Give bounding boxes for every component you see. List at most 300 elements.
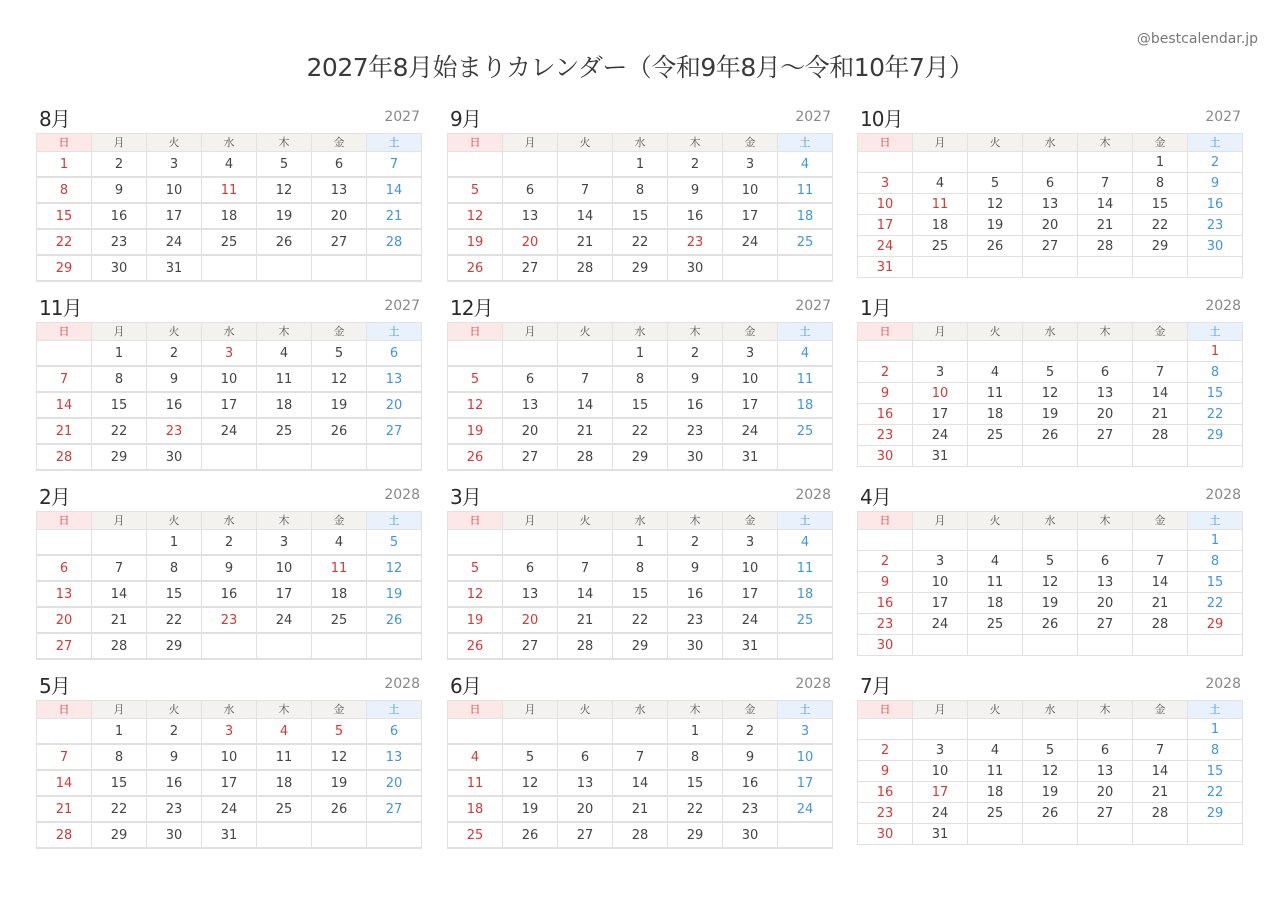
week-row [858,803,1243,824]
week-row [37,152,422,178]
day-cell: 17 [913,404,968,425]
day-cell: 9 [668,555,723,581]
week-row [448,177,833,203]
day-cell: 25 [257,418,312,444]
weekday-header: 火 [968,323,1023,341]
week-row [858,194,1243,215]
empty-cell [778,822,833,848]
weekday-header: 火 [558,323,613,341]
day-cell: 14 [1133,572,1188,593]
day-cell: 19 [1023,404,1078,425]
weekday-header: 日 [448,512,503,530]
empty-cell [448,530,503,556]
day-cell: 4 [968,362,1023,383]
day-cell: 1 [1188,341,1243,362]
day-cell: 21 [558,418,613,444]
empty-cell [1023,446,1078,467]
month-calendar [447,674,833,846]
day-cell: 5 [312,719,367,745]
day-cell: 22 [613,229,668,255]
day-cell: 4 [968,551,1023,572]
day-cell: 5 [367,530,422,556]
empty-cell [1078,446,1133,467]
day-cell: 20 [1078,593,1133,614]
empty-cell [202,255,257,281]
day-cell: 24 [913,614,968,635]
month-table [447,511,833,660]
day-cell: 29 [613,444,668,470]
week-row [858,236,1243,257]
day-cell: 14 [558,392,613,418]
day-cell: 10 [723,555,778,581]
day-cell: 19 [257,203,312,229]
day-cell: 18 [312,581,367,607]
day-cell: 28 [558,255,613,281]
weekday-header-row [37,701,422,719]
day-cell: 27 [503,633,558,659]
day-cell: 22 [668,796,723,822]
month-table [36,700,422,849]
day-cell: 31 [913,824,968,845]
month-table [447,133,833,282]
week-row [858,425,1243,446]
weekday-header: 金 [1133,134,1188,152]
day-cell: 3 [913,551,968,572]
empty-cell [1133,719,1188,740]
day-cell: 17 [202,770,257,796]
day-cell: 3 [723,341,778,367]
day-cell: 1 [1133,152,1188,173]
day-cell: 23 [668,229,723,255]
month-name: 7月 [860,674,891,698]
day-cell: 17 [723,392,778,418]
day-cell: 22 [1188,782,1243,803]
day-cell: 21 [1133,404,1188,425]
day-cell: 18 [968,593,1023,614]
empty-cell [778,255,833,281]
day-cell: 25 [778,229,833,255]
day-cell: 12 [968,194,1023,215]
weekday-header: 土 [778,701,833,719]
day-cell: 12 [367,555,422,581]
day-cell: 21 [37,796,92,822]
day-cell: 5 [448,177,503,203]
day-cell: 9 [668,177,723,203]
weekday-header: 金 [723,701,778,719]
day-cell: 9 [858,572,913,593]
day-cell: 16 [858,782,913,803]
empty-cell [1078,530,1133,551]
day-cell: 30 [668,255,723,281]
day-cell: 20 [503,607,558,633]
day-cell: 9 [668,366,723,392]
day-cell: 18 [778,203,833,229]
day-cell: 24 [257,607,312,633]
weekday-header-row [448,701,833,719]
weekday-header: 土 [1188,512,1243,530]
day-cell: 15 [668,770,723,796]
day-cell: 14 [613,770,668,796]
day-cell: 24 [202,418,257,444]
weekday-header: 火 [558,512,613,530]
weekday-header: 月 [913,701,968,719]
month-name: 4月 [860,485,891,509]
day-cell: 18 [968,404,1023,425]
empty-cell [858,719,913,740]
day-cell: 23 [1188,215,1243,236]
weekday-header: 水 [202,701,257,719]
day-cell: 27 [37,633,92,659]
day-cell: 27 [1078,614,1133,635]
empty-cell [1078,152,1133,173]
month-calendar [857,296,1243,468]
day-cell: 14 [1133,761,1188,782]
weekday-header: 土 [367,323,422,341]
day-cell: 5 [312,341,367,367]
day-cell: 18 [202,203,257,229]
weekday-header: 月 [92,323,147,341]
empty-cell [312,633,367,659]
week-row [37,822,422,848]
weekday-header: 日 [448,701,503,719]
empty-cell [1078,341,1133,362]
day-cell: 2 [858,362,913,383]
day-cell: 14 [37,770,92,796]
empty-cell [968,719,1023,740]
month-year: 2027 [1205,109,1241,125]
empty-cell [1023,152,1078,173]
week-row [448,366,833,392]
day-cell: 27 [1078,425,1133,446]
day-cell: 1 [613,341,668,367]
day-cell: 11 [778,177,833,203]
day-cell: 7 [1078,173,1133,194]
day-cell: 6 [503,366,558,392]
day-cell: 29 [1188,614,1243,635]
day-cell: 21 [1133,593,1188,614]
day-cell: 1 [613,530,668,556]
day-cell: 1 [37,152,92,178]
month-table [36,322,422,471]
month-table [447,322,833,471]
empty-cell [1133,257,1188,278]
day-cell: 10 [858,194,913,215]
day-cell: 18 [968,782,1023,803]
day-cell: 2 [147,341,202,367]
week-row [858,740,1243,761]
month-header [857,674,1243,700]
day-cell: 30 [723,822,778,848]
day-cell: 4 [448,744,503,770]
empty-cell [448,719,503,745]
month-table [36,133,422,282]
day-cell: 9 [723,744,778,770]
empty-cell [1133,530,1188,551]
week-row [448,203,833,229]
day-cell: 29 [1188,425,1243,446]
day-cell: 24 [723,607,778,633]
day-cell: 19 [448,229,503,255]
weekday-header: 土 [1188,134,1243,152]
week-row [37,392,422,418]
week-row [448,229,833,255]
empty-cell [503,719,558,745]
weekday-header: 水 [613,512,668,530]
weekday-header: 土 [1188,701,1243,719]
empty-cell [858,341,913,362]
day-cell: 14 [92,581,147,607]
weekday-header: 月 [503,701,558,719]
day-cell: 17 [147,203,202,229]
day-cell: 9 [858,761,913,782]
day-cell: 11 [257,744,312,770]
day-cell: 7 [92,555,147,581]
weekday-header: 火 [968,701,1023,719]
day-cell: 4 [312,530,367,556]
month-name: 1月 [860,296,891,320]
day-cell: 10 [778,744,833,770]
weekday-header: 木 [668,323,723,341]
weekday-header: 水 [1023,701,1078,719]
month-name: 6月 [450,674,481,698]
day-cell: 13 [37,581,92,607]
day-cell: 12 [1023,383,1078,404]
day-cell: 30 [668,444,723,470]
day-cell: 15 [613,392,668,418]
day-cell: 13 [1078,761,1133,782]
day-cell: 27 [367,796,422,822]
day-cell: 16 [92,203,147,229]
day-cell: 22 [613,607,668,633]
weekday-header: 月 [913,323,968,341]
day-cell: 25 [257,796,312,822]
day-cell: 10 [147,177,202,203]
day-cell: 6 [312,152,367,178]
day-cell: 28 [367,229,422,255]
day-cell: 22 [92,418,147,444]
day-cell: 4 [913,173,968,194]
day-cell: 15 [1188,572,1243,593]
day-cell: 5 [448,366,503,392]
month-year: 2027 [795,109,831,125]
day-cell: 28 [558,633,613,659]
day-cell: 20 [367,392,422,418]
day-cell: 7 [37,366,92,392]
day-cell: 23 [147,418,202,444]
weekday-header: 日 [448,134,503,152]
day-cell: 27 [503,444,558,470]
empty-cell [367,444,422,470]
day-cell: 28 [37,444,92,470]
day-cell: 17 [913,782,968,803]
day-cell: 10 [202,744,257,770]
weekday-header-row [37,512,422,530]
week-row [37,341,422,367]
day-cell: 5 [503,744,558,770]
day-cell: 17 [778,770,833,796]
week-row [858,383,1243,404]
day-cell: 16 [858,593,913,614]
day-cell: 18 [257,392,312,418]
day-cell: 26 [257,229,312,255]
weekday-header: 火 [147,701,202,719]
site-credit: @bestcalendar.jp [1136,31,1258,47]
day-cell: 6 [367,341,422,367]
day-cell: 13 [558,770,613,796]
day-cell: 11 [968,383,1023,404]
empty-cell [1023,824,1078,845]
day-cell: 6 [37,555,92,581]
day-cell: 18 [257,770,312,796]
day-cell: 17 [723,581,778,607]
day-cell: 3 [723,530,778,556]
day-cell: 13 [503,392,558,418]
month-year: 2027 [384,109,420,125]
weekday-header: 月 [503,323,558,341]
weekday-header: 火 [558,701,613,719]
month-name: 2月 [39,485,70,509]
week-row [858,341,1243,362]
day-cell: 29 [147,633,202,659]
day-cell: 1 [1188,530,1243,551]
day-cell: 6 [1078,362,1133,383]
week-row [37,719,422,745]
day-cell: 10 [913,383,968,404]
day-cell: 25 [968,614,1023,635]
week-row [37,633,422,659]
day-cell: 28 [37,822,92,848]
day-cell: 18 [778,581,833,607]
empty-cell [312,822,367,848]
day-cell: 2 [202,530,257,556]
empty-cell [257,444,312,470]
day-cell: 2 [1188,152,1243,173]
weekday-header: 日 [858,701,913,719]
weekday-header: 土 [778,512,833,530]
weekday-header: 月 [503,134,558,152]
week-row [448,341,833,367]
week-row [448,581,833,607]
weekday-header: 金 [312,134,367,152]
day-cell: 1 [92,719,147,745]
month-name: 12月 [450,296,493,320]
day-cell: 29 [613,633,668,659]
day-cell: 27 [1078,803,1133,824]
weekday-header: 木 [1078,134,1133,152]
month-header [36,485,422,511]
day-cell: 30 [92,255,147,281]
day-cell: 3 [202,341,257,367]
day-cell: 17 [257,581,312,607]
weekday-header: 土 [778,134,833,152]
empty-cell [312,444,367,470]
month-year: 2028 [795,487,831,503]
day-cell: 21 [367,203,422,229]
day-cell: 25 [778,607,833,633]
day-cell: 3 [257,530,312,556]
day-cell: 16 [668,203,723,229]
empty-cell [1188,257,1243,278]
month-name: 8月 [39,107,70,131]
day-cell: 4 [968,740,1023,761]
day-cell: 16 [668,581,723,607]
weekday-header: 火 [147,512,202,530]
weekday-header: 金 [1133,512,1188,530]
month-calendar [36,107,422,279]
day-cell: 7 [558,366,613,392]
month-table [447,700,833,849]
empty-cell [858,152,913,173]
weekday-header: 火 [147,134,202,152]
empty-cell [257,633,312,659]
day-cell: 23 [668,607,723,633]
day-cell: 30 [668,633,723,659]
empty-cell [558,719,613,745]
day-cell: 18 [913,215,968,236]
day-cell: 28 [92,633,147,659]
week-row [448,719,833,745]
day-cell: 27 [558,822,613,848]
day-cell: 13 [1078,572,1133,593]
weekday-header-row [858,701,1243,719]
empty-cell [968,530,1023,551]
weekday-header-row [858,134,1243,152]
day-cell: 30 [147,444,202,470]
day-cell: 25 [312,607,367,633]
day-cell: 14 [367,177,422,203]
week-row [858,572,1243,593]
empty-cell [1133,341,1188,362]
day-cell: 7 [1133,362,1188,383]
day-cell: 29 [613,255,668,281]
month-header [857,296,1243,322]
day-cell: 23 [723,796,778,822]
day-cell: 11 [913,194,968,215]
week-row [37,366,422,392]
week-row [858,257,1243,278]
week-row [858,215,1243,236]
day-cell: 20 [1023,215,1078,236]
empty-cell [1078,635,1133,656]
weekday-header: 日 [37,701,92,719]
empty-cell [913,341,968,362]
week-row [448,633,833,659]
day-cell: 30 [858,635,913,656]
week-row [448,392,833,418]
day-cell: 12 [257,177,312,203]
day-cell: 24 [913,425,968,446]
empty-cell [1188,635,1243,656]
weekday-header: 水 [1023,323,1078,341]
day-cell: 24 [723,229,778,255]
day-cell: 12 [448,203,503,229]
day-cell: 8 [1188,740,1243,761]
weekday-header: 月 [92,134,147,152]
day-cell: 20 [37,607,92,633]
day-cell: 6 [367,719,422,745]
weekday-header: 木 [257,512,312,530]
day-cell: 3 [913,362,968,383]
day-cell: 5 [1023,362,1078,383]
day-cell: 15 [613,581,668,607]
day-cell: 24 [723,418,778,444]
day-cell: 26 [503,822,558,848]
weekday-header: 金 [723,512,778,530]
month-year: 2028 [1205,487,1241,503]
weekday-header: 木 [1078,701,1133,719]
month-calendar [447,107,833,279]
month-year: 2027 [795,298,831,314]
